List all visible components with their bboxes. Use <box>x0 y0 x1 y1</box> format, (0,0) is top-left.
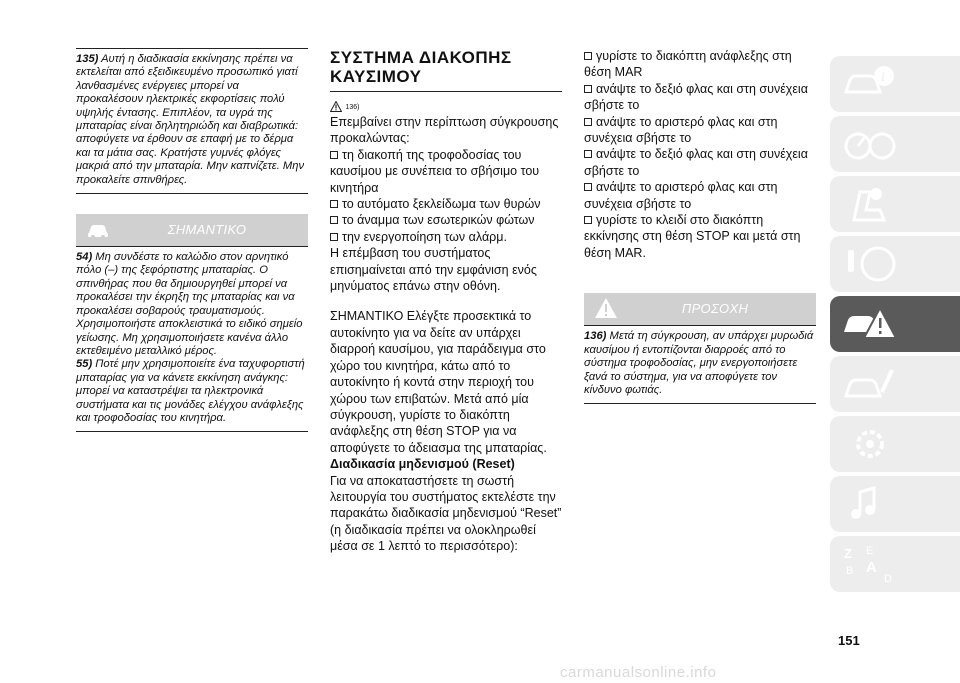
important-header <box>76 214 308 246</box>
svg-text:D: D <box>884 573 892 585</box>
tab-technical[interactable] <box>830 416 960 472</box>
note-55: 55) Ποτέ μην χρησιμοποιείτε ένα ταχυφορτιστή μπαταρίας για να κάνετε εκκίνηση ανάγκης: μπορεί να καταστρέψει τα ηλεκτρονικά συστήματα και τις μονάδες ελέγχου ανάφλεξης και τροφοδοσίας του κινητήρα. <box>76 358 305 424</box>
intro-text: Επεμβαίνει στην περίπτωση σύγκρουσης προκαλώντας: <box>330 115 559 146</box>
alphabet-index-icon <box>840 542 900 586</box>
steering-wheel-key-icon <box>840 242 900 286</box>
car-warning-icon <box>840 302 900 346</box>
caution-header <box>584 293 816 325</box>
tab-maintenance[interactable] <box>830 356 960 412</box>
tab-starting[interactable] <box>830 236 960 292</box>
section-title: ΣΥΣΤΗΜΑ ΔΙΑΚΟΠΗΣ ΚΑΥΣΙΜΟΥ <box>330 48 562 92</box>
caution-note-136: 136) Μετά τη σύγκρουση, αν υπάρχει μυρωδιά καυσίμου ή εντοπίζονται διαρροές από το σύστημα τροφοδοσίας, μην ενεργοποιήσετε ξανά το σύστημα, για να αποφύγετε τον κίνδυνο φωτιάς. <box>584 325 816 404</box>
paragraph-reset: Για να αποκαταστήσετε τη σωστή λειτουργία του συστήματος εκτελέστε την παρακάτω διαδικασία μηδενισμού “Reset” (η διαδικασία πρέπει να ολοκληρωθεί μέσα σε 1 λεπτό το περισσότερο): <box>330 473 562 554</box>
list-item: ανάψτε το δεξιό φλας και στη συνέχεια σβήστε το <box>584 81 808 113</box>
list-item: το άναμμα των εσωτερικών φώτων <box>330 212 562 228</box>
tab-dashboard[interactable] <box>830 116 960 172</box>
important-notes <box>76 246 308 432</box>
warning-ref <box>330 100 562 114</box>
wrench-car-icon <box>840 362 900 406</box>
list-item: ανάψτε το αριστερό φλας και στη συνέχεια σβήστε το <box>584 114 778 146</box>
warning-ref-number: 136) <box>345 104 360 111</box>
warning-triangle-icon <box>330 101 342 112</box>
middle-column <box>330 48 562 555</box>
checkbox-bullet-icon <box>330 151 338 159</box>
important-title: ΣΗΜΑΝΤΙΚΟ <box>167 222 247 238</box>
reset-steps <box>584 48 816 261</box>
page-number: 151 <box>838 633 860 648</box>
music-settings-icon <box>840 482 900 526</box>
paragraph-important: ΣΗΜΑΝΤΙΚΟ Ελέγξτε προσεκτικά το αυτοκίνητο για να δείτε αν υπάρχει διαρροή καυσίμου, για παράδειγμα στο χώρο του κινητήρα, κάτω από το αυτοκίνητο ή κοντά στην περιοχή του χώρου των επιβατών. Μετά από μία σύγκρουση, γυρίστε το διακόπτη ανάφλεξης στη θέση STOP για να αποφύγετε το άδειασμα της μπαταρίας. <box>330 309 547 455</box>
right-column <box>584 48 816 404</box>
svg-text:E: E <box>866 545 874 557</box>
list-item: γυρίστε το κλειδί στο διακόπτη εκκίνησης στη θέση STOP και μετά στη θέση MAR. <box>584 213 801 260</box>
reset-subtitle: Διαδικασία μηδενισμού (Reset) <box>330 457 515 472</box>
list-item: την ενεργοποίηση των αλάρμ. <box>330 229 562 245</box>
dashboard-gauge-icon <box>840 122 900 166</box>
checkbox-bullet-icon <box>584 216 592 224</box>
list-item: γυρίστε το διακόπτη ανάφλεξης στη θέση MAR <box>584 49 792 80</box>
seat-airbag-icon <box>840 182 900 226</box>
left-column <box>76 48 308 432</box>
svg-text:i: i <box>881 70 885 85</box>
checkbox-bullet-icon <box>330 216 338 224</box>
checkbox-bullet-icon <box>584 118 592 126</box>
section-body <box>330 100 562 555</box>
warning-note-135: 135) Αυτή η διαδικασία εκκίνησης πρέπει να εκτελείται από εξειδικευμένο προσωπικό γιατί λανθασμένες ενέργειες μπορεί να προκαλέσουν ηλεκτρικές εκφορτίσεις πολύ υψηλής έντασης. Επιπλέον, τα υγρά της μπαταρίας είναι δηλητηριώδη και διαβρωτικά: αποφύγετε να έρθουν σε επαφή με το δέρμα και τα μάτια σας. Κρατήστε γυμνές φλόγες μακριά από την μπαταρία. Μην καπνίζετε. Μην προκαλείτε σπινθήρες. <box>76 48 308 194</box>
checkbox-bullet-icon <box>330 200 338 208</box>
checkbox-bullet-icon <box>584 85 592 93</box>
svg-text:Z: Z <box>844 546 852 561</box>
caution-title: ΠΡΟΣΟΧΗ <box>681 301 749 317</box>
checkbox-bullet-icon <box>584 150 592 158</box>
info-car-icon <box>840 62 900 106</box>
list-item: το αυτόματο ξεκλείδωμα των θυρών <box>330 196 562 212</box>
checkbox-bullet-icon <box>584 52 592 60</box>
paragraph: Η επέμβαση του συστήματος επισημαίνεται από την εμφάνιση ενός μηνύματος επάνω στην οθόνη. <box>330 246 537 294</box>
chapter-tabs <box>830 56 960 596</box>
tab-multimedia[interactable] <box>830 476 960 532</box>
note-54: 54) Μη συνδέστε το καλώδιο στον αρνητικό πόλο (–) της ξεφόρτιστης μπαταρίας. Ο σπινθήρας που θα δημιουργηθεί μπορεί να προκαλέσει την έκρηξη της μπαταρίας και να προκαλέσει σοβαρούς τραυματισμούς. Χρησιμοποιήστε αποκλειστικά το ειδικό σημείο γείωσης. Μη χρησιμοποιήσετε κανένα άλλο εκτεθειμένο μεταλλικό μέρος. <box>76 251 303 357</box>
list-item: ανάψτε το δεξιό φλας και στη συνέχεια σβήστε το <box>584 147 808 178</box>
tab-info[interactable] <box>830 56 960 112</box>
watermark: carmanualsonline.info <box>560 664 717 681</box>
svg-text:A: A <box>866 559 877 576</box>
svg-text:B: B <box>846 565 854 577</box>
checkbox-bullet-icon <box>584 183 592 191</box>
tab-index[interactable] <box>830 536 960 592</box>
tab-safety[interactable] <box>830 176 960 232</box>
list-item: τη διακοπή της τροφοδοσίας του καυσίμου με συνέπεια το σβήσιμο του κινητήρα <box>330 147 540 195</box>
tab-emergency[interactable] <box>830 296 960 352</box>
gear-wrench-icon <box>840 422 900 466</box>
checkbox-bullet-icon <box>330 233 338 241</box>
list-item: ανάψτε το αριστερό φλας και στη συνέχεια σβήστε το <box>584 180 778 211</box>
